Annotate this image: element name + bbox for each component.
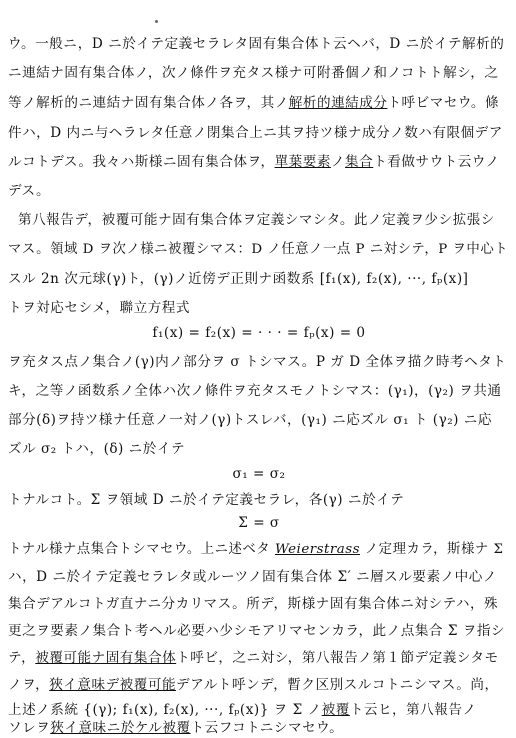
text-line: テ，被覆可能ナ固有集合体ト呼ビ，之ニ対シ，第八報告ノ第１節デ定義シタモ	[8, 650, 499, 666]
text-line: トナルコト。Σ ヲ領域 D ニ於イテ定義セラレ，各(γ) ニ於イテ	[8, 492, 405, 508]
text-line: 件ハ，D 内ニ与ヘラレタ任意ノ閉集合上ニ其ヲ持ツ様ナ成分ノ数ハ有限個デア	[8, 125, 503, 141]
text-line: 上述ノ系統 {(γ); f₁(x), f₂(x), ···, fₚ(x)} ヲ Σ ノ被覆ト云ヒ，第八報告ノ	[8, 702, 477, 718]
text-line: トヲ対応セシメ，聯立方程式	[8, 300, 190, 316]
text-line: ノヲ，狹イ意味デ被覆可能デアルト呼ンデ，暫ク区別スルコトニシマス。尚，	[8, 677, 499, 693]
text-line: ソレヲ狹イ意味ニ於ケル被覆ト云フコトニシマセウ。	[8, 720, 344, 736]
underlined-term: 被覆	[321, 702, 350, 718]
underlined-term: 解析的連結成分	[288, 95, 388, 111]
scan-speck	[155, 20, 158, 23]
underlined-term: 被覆可能ナ固有集合体	[35, 650, 177, 666]
text-line: 更之ヲ要素ノ集合ト考ヘル必要ハ少シモアリマセンカラ，此ノ点集合 Σ ヲ指シ	[8, 623, 506, 639]
text-line: ニ連結ナ固有集合体ノ，次ノ條件ヲ充タス様ナ可附番個ノ和ノコトト解シ，之	[8, 65, 499, 81]
text-line: トナル様ナ点集合トシマセウ。上ニ述ベタ Weierstrass ノ定理カラ，斯様ナ Σ	[8, 542, 504, 557]
underlined-term: 狹イ意味デ被覆可能	[49, 677, 177, 693]
text-line: ズル σ₂ トハ，(δ) ニ於イテ	[8, 441, 186, 457]
text-line: 部分(δ)ヲ持ツ様ナ任意ノ一対ノ(γ)トスレバ，(γ₁) ニ応ズル σ₁ ト (γ₂) ニ応	[8, 412, 492, 428]
text-line: ハ，D ニ於イテ定義セラレタ或ルーツノ固有集合体 Σ′ ニ層スル要素ノ中心ノ	[8, 569, 497, 585]
equation: Σ = σ	[238, 515, 280, 531]
equation: f₁(x) = f₂(x) = · · · = fₚ(x) = 0	[152, 325, 366, 341]
text-line: 第八報告デ，被覆可能ナ固有集合体ヲ定義シマシタ。此ノ定義ヲ少シ拡張シ	[18, 212, 495, 228]
underlined-term: Weierstrass	[274, 542, 361, 557]
underlined-term: 狹イ意味ニ於ケル被覆	[50, 720, 191, 736]
text-line: キ，之等ノ函数系ノ全体ハ次ノ條件ヲ充タスモノトシマス：(γ₁)，(γ₂) ヲ共通	[8, 383, 502, 399]
text-line: ヲ充タス点ノ集合ノ(γ)内ノ部分ヲ σ トシマス。P ガ D 全体ヲ描ク時考ヘタト	[8, 354, 507, 370]
underlined-term: 單葉要素	[274, 154, 331, 170]
text-line: 集合デアルコトガ直ナニ分カリマス。所デ，斯様ナ固有集合体ニ対シテハ，殊	[8, 596, 499, 612]
text-line: ウ。一般ニ，D ニ於イテ定義セラレタ固有集合体ト云ヘバ，D ニ於イテ解析的	[8, 36, 505, 52]
text-line: スル 2n 次元球(γ)ト，(γ)ノ近傍デ正則ナ函数系 [f₁(x), f₂(x), ···, fₚ(x)]	[8, 271, 469, 287]
text-line: 等ノ解析的ニ連結ナ固有集合体ノ各ヲ，其ノ解析的連結成分ト呼ビマセウ。條	[8, 95, 500, 111]
text-line: マス。領域 D ヲ次ノ様ニ被覆シマス：D ノ任意ノ一点 P ニ対シテ，P ヲ中心ト	[8, 242, 509, 257]
underlined-term: 集合	[345, 154, 374, 170]
text-line: デス。	[8, 183, 51, 199]
equation: σ₁ = σ₂	[232, 466, 286, 482]
text-line: ルコトデス。我々ハ斯様ニ固有集合体ヲ，單葉要素ノ集合ト看做サウト云ウノ	[8, 154, 500, 170]
